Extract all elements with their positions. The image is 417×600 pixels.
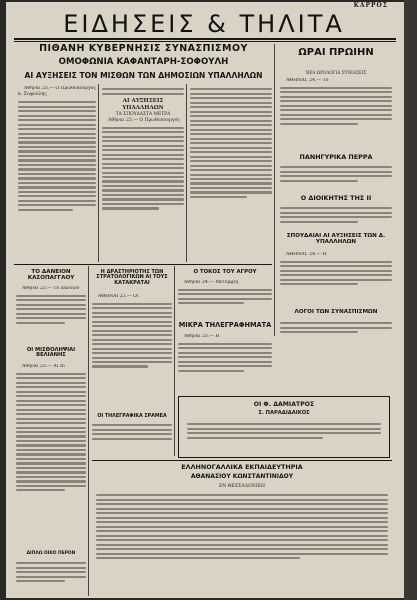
ad-body — [187, 421, 381, 453]
right-headline-1: ΩΡΑΙ ΠΡΩΙΗΝ — [298, 47, 374, 58]
column-divider-1 — [98, 84, 99, 262]
masthead-title: ΕΙΔΗΣΕΙΣ & ΤΗΛΙΤΑ — [63, 10, 345, 38]
masthead-rule-thin — [14, 41, 396, 42]
left-lower-headline-2: ΟΙ ΜΙΣΘΟΛΗΨΙΑΙ ΒΕΛΙΑΝΗΣ — [26, 347, 76, 359]
right-lower-article-1 — [178, 280, 272, 320]
column-divider-2 — [186, 84, 187, 262]
right-article-3 — [280, 205, 392, 231]
right-lower-headline-1: Ο ΤΟΚΟΣ ΤΟΥ ΑΓΡΟΥ — [193, 269, 257, 275]
left-lower-headline-1: ΤΟ ΔΑΝΕΙΟΝ ΚΑΣΟΠΑΓΓΑΟΥ — [27, 269, 75, 281]
center-lower-article-2 — [92, 422, 172, 454]
bottom-left-line: ΔΙΠΛΩ ΟΙΚΟ ΠΕΡΟΝ — [26, 551, 76, 556]
lead-headline-3: ΑΙ ΑΥΞΗΣΕΙΣ ΤΟΝ ΜΙΣΘΩΝ ΤΩΝ ΔΗΜΟΣΙΩΝ ΥΠΑΛΛΗΛΩΝ — [24, 71, 263, 80]
section-rule — [14, 264, 272, 265]
column-divider-lower-1 — [88, 266, 89, 596]
left-lower-article-2 — [16, 364, 86, 550]
right-lower-dateline-1: Αθήναι 24.— Μετεμφίη — [184, 280, 239, 285]
right-lower-headline-2: ΜΙΚΡΑ ΤΗΛΕΓΡΑΦΗΜΑΤΑ — [178, 321, 272, 329]
middle-col-heading: ΑΙ ΑΥΞΗΣΕΙΣ ΥΠΑΛΛΗΛΩΝ — [122, 97, 164, 111]
ad-line-2: Σ. ΠΑΡΑΔΙΔΑΙΚΟΣ — [258, 410, 310, 416]
lower-rule — [92, 460, 392, 461]
school-location: ΕΝ ΘΕΣΣΑΛΟΝΙΚΗ — [218, 484, 266, 489]
right-headline-5: ΛΟΓΟΙ ΤΩΝ ΣΥΝΑΣΠΙΣΜΩΝ — [294, 309, 378, 315]
right-article-1 — [280, 78, 392, 152]
scan-edge — [404, 0, 417, 600]
masthead-rule — [14, 38, 396, 40]
lead-article-col-3 — [190, 86, 272, 256]
right-sub-1: ΝΕΑ ΩΡΟΛΟΓΙΑ ΣΥΝΙΑΣΕΙΣ — [305, 70, 367, 75]
left-lower-article-1 — [16, 286, 86, 344]
lead-headline-2: ΟΜΟΦΩΝΙΑ ΚΑΦΑΝΤΑΡΗ-ΣΟΦΟΥΛΗ — [58, 57, 229, 67]
page-header-mark: ΚΑΡΡΟΣ — [353, 2, 388, 9]
middle-col-dateline: Αθήναι 23.— Ο Πρωθυπουργός — [108, 117, 180, 123]
center-lower-headline-1: Η ΔΡΑΣΤΗΡΙΟΤΗΣ ΤΩΝ ΣΤΡΑΤΟΛΟΓΙΚΩΝ ΑΙ ΤΟΥΣ ΚΑΤΑΚΡΑΤΑΙ — [96, 269, 168, 286]
ad-line-1: ΟΙ Φ. ΔΑΜΙΑΤΡΟΣ — [253, 401, 315, 408]
right-headline-4: ΣΠΟΥΔΑΙΑΙ ΑΙ ΑΥΞΗΣΕΙΣ ΤΩΝ Δ. ΥΠΑΛΛΗΛΩΝ — [286, 233, 386, 245]
left-lower-dateline-2: Αθήναι 23.— Αι Δι — [22, 364, 66, 369]
lead-article-col-1 — [18, 86, 96, 256]
center-lower-dateline-1: ΑΘΗΝΑΙ 23.— Οι — [98, 294, 139, 299]
right-dateline-1: ΑΘΗΝΑΙ, 24.— Το — [286, 78, 329, 83]
right-article-2 — [280, 164, 392, 192]
middle-article-col — [102, 86, 184, 256]
school-ad-body — [96, 492, 388, 594]
center-lower-headline-2: ΟΙ ΤΗΛΕΓΡΑΦΙΚΑ ΣΡΑΜΕΑ — [97, 414, 167, 419]
school-name: ΑΘΑΝΑΣΙΟΥ ΚΩΝΣΤΑΝΤΙΝΙΔΟΥ — [190, 473, 294, 480]
left-lower-dateline-1: Αθήναι 23.— Το Δάνειον — [22, 286, 80, 291]
middle-col-subheading: ΤΑ ΣΠΟΥΔΑΣΤΑ ΜΕΤΡΑ — [115, 111, 171, 117]
advertisement-box — [178, 396, 390, 458]
right-headline-3: Ο ΔΙΟΙΚΗΤΗΣ ΤΗΣ ΙΙ — [300, 194, 372, 202]
newspaper-page — [6, 2, 404, 598]
right-dateline-4: ΑΘΗΝΑΙ, 24.— Η — [286, 252, 327, 257]
right-lower-article-2 — [178, 334, 272, 390]
lead-dateline: Αθήναι 23.— Ο Πρωθυπουργός κ. Σοφούλης — [18, 86, 96, 98]
lead-headline-1: ΠΙΘΑΝΗ ΚΥΒΕΡΝΗΣΙΣ ΣΥΝΑΣΠΙΣΜΟΥ — [39, 43, 248, 54]
bottom-left-article — [16, 560, 86, 594]
column-divider-lower-2 — [174, 266, 175, 456]
right-headline-2: ΠΑΝΗΓΥΡΙΚΑ ΠΕΡΡΑ — [299, 153, 373, 161]
right-lower-dateline-2: Αθήναι 23.— Η — [184, 334, 220, 339]
right-article-5 — [280, 320, 392, 340]
column-divider-right — [274, 44, 275, 336]
center-lower-article-1 — [92, 294, 172, 412]
school-heading: ΕΛΛΗΝΟΓΑΛΛΙΚΑ ΕΚΠΑΙΔΕΥΤΗΡΙΑ — [181, 463, 303, 471]
right-article-4 — [280, 252, 392, 306]
